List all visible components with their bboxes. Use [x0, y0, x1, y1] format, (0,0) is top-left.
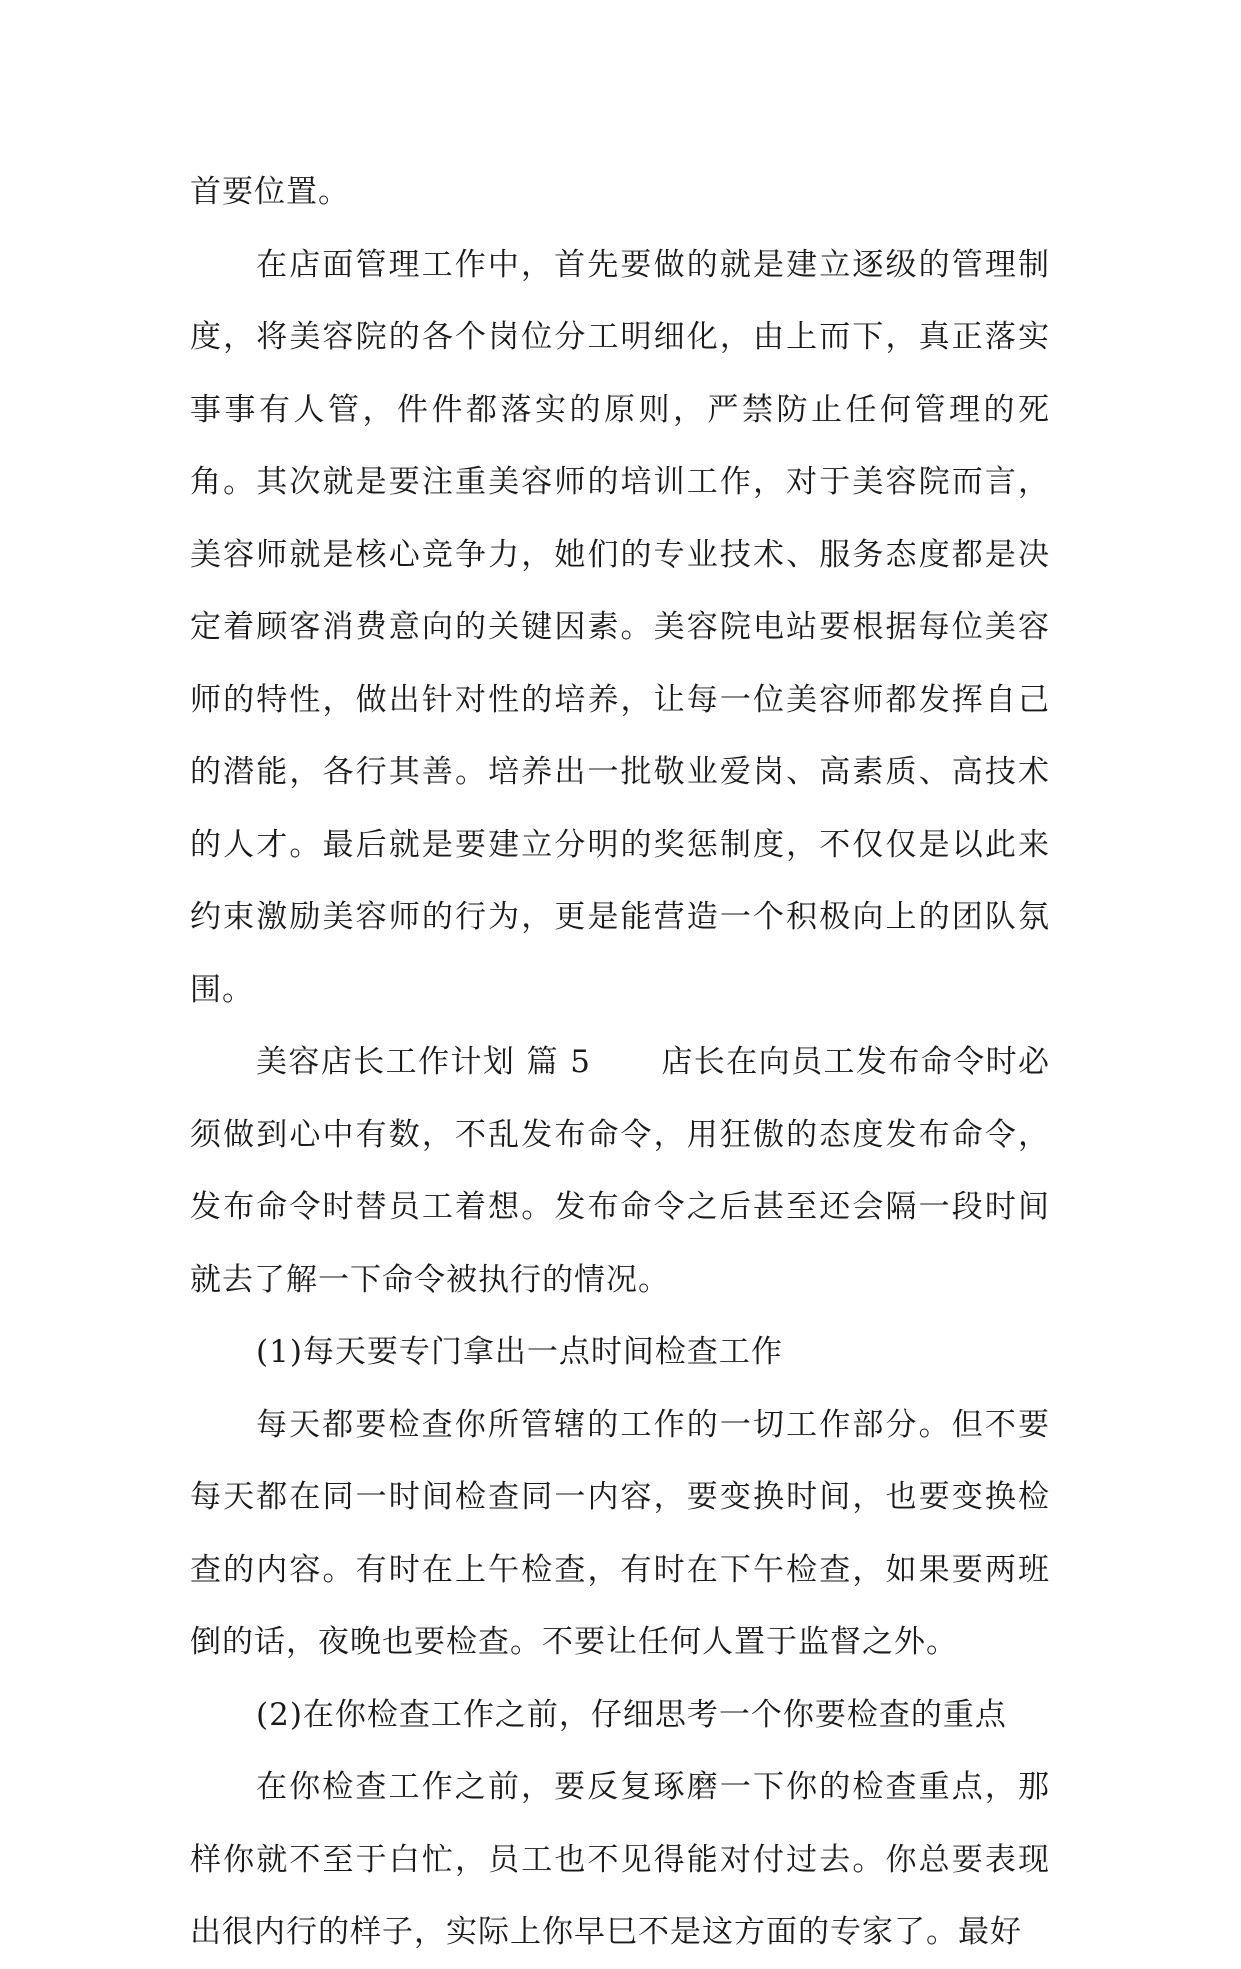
paragraph-section-5: [190, 1026, 1050, 1316]
paragraph-check-focus: 在你检查工作之前，要反复琢磨一下你的检查重点，那样你就不至于白忙，员工也不见得能对付过去。你总要表现出很内行的样子，实际上你早巳不是这方面的专家了。最好: [190, 1769, 1050, 1950]
document-body: [190, 156, 1050, 1969]
list-item-1: (1)每天要专门拿出一点时间检查工作: [256, 1334, 783, 1370]
section-heading: 美容店长工作计划 篇 5: [256, 1044, 592, 1080]
paragraph-fragment: 首要位置。: [190, 174, 350, 210]
section-body: 店长在向员工发布命令时必须做到心中有数，不乱发布命令，用狂傲的态度发布命令，发布命令时替员工着想。发布命令之后甚至还会隔一段时间就去了解一下命令被执行的情况。: [190, 1044, 1051, 1298]
paragraph-store-management: 在店面管理工作中，首先要做的就是建立逐级的管理制度，将美容院的各个岗位分工明细化，由上而下，真正落实事事有人管，件件都落实的原则，严禁防止任何管理的死角。其次就是要注重美容师的培训工作，对于美容院而言，美容师就是核心竞争力，她们的专业技术、服务态度都是决定着顾客消费意向的关键因素。美容院电站要根据每位美容师的特性，做出针对性的培养，让每一位美容师都发挥自己的潜能，各行其善。培养出一批敬业爱岗、高素质、高技术的人才。最后就是要建立分明的奖惩制度，不仅仅是以此来约束激励美容师的行为，更是能营造一个积极向上的团队氛围。: [190, 246, 1050, 1008]
paragraph-daily-check: 每天都要检查你所管辖的工作的一切工作部分。但不要每天都在同一时间检查同一内容，要变换时间，也要变换检查的内容。有时在上午检查，有时在下午检查，如果要两班倒的话，夜晚也要检查。不要让任何人置于监督之外。: [190, 1406, 1050, 1660]
list-item-2: (2)在你检查工作之前，仔细思考一个你要检查的重点: [256, 1696, 1007, 1733]
